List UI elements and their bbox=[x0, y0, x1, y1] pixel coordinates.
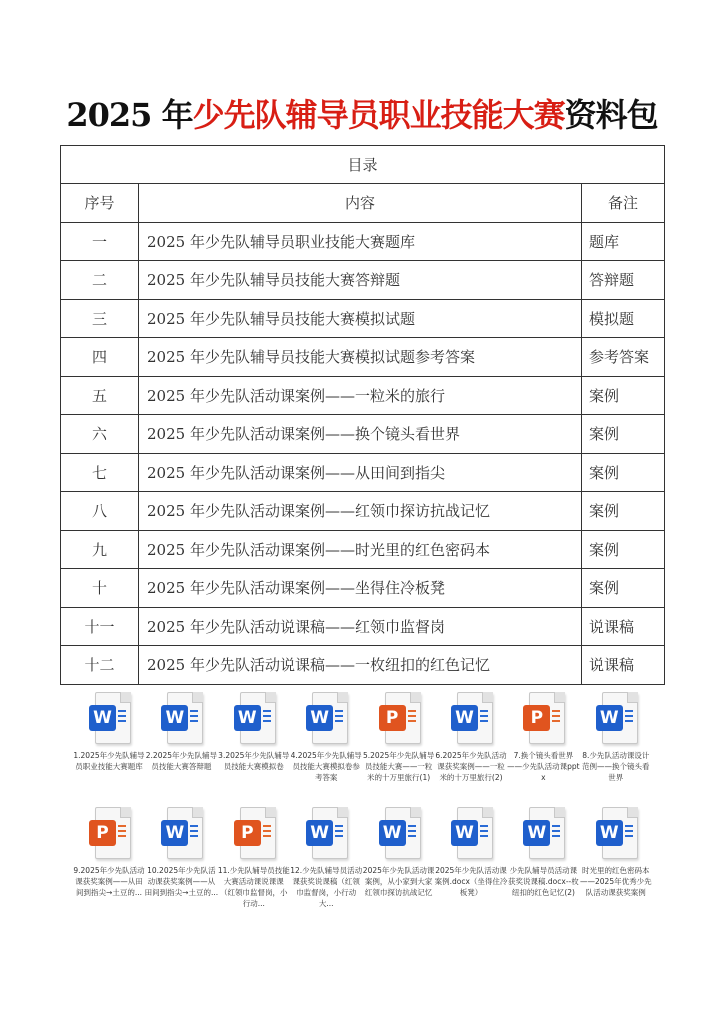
table-row bbox=[61, 376, 665, 415]
table-row bbox=[61, 415, 665, 454]
row-number: 二 bbox=[61, 261, 139, 300]
word-icon bbox=[596, 807, 636, 859]
row-content: 2025 年少先队活动课案例——时光里的红色密码本 bbox=[139, 530, 582, 569]
row-number: 一 bbox=[61, 222, 139, 261]
header-content: 内容 bbox=[139, 184, 582, 223]
page-title bbox=[0, 93, 724, 137]
file-name: 8.少先队活动课设计范例——换个镜头看世界 bbox=[582, 751, 650, 782]
file-name: 2025年少先队活动课案例，从小家到大家红领巾探访抗战记忆 bbox=[362, 866, 435, 897]
file-type-badge: W bbox=[379, 820, 406, 846]
row-note: 案例 bbox=[582, 492, 665, 531]
file-name: 12.少先队辅导员活动课获奖说课稿（红领巾监督岗，小行动大... bbox=[290, 866, 363, 908]
row-note: 案例 bbox=[582, 453, 665, 492]
row-note: 说课稿 bbox=[582, 607, 665, 646]
file-type-badge: P bbox=[89, 820, 116, 846]
header-note: 备注 bbox=[582, 184, 665, 223]
table-row bbox=[61, 646, 665, 685]
toc-table bbox=[60, 145, 665, 685]
file-type-badge: W bbox=[89, 705, 116, 731]
word-icon bbox=[89, 692, 129, 744]
toc-caption: 目录 bbox=[61, 146, 665, 184]
file-name: 5.2025年少先队辅导员技能大赛——一粒米的十万里旅行(1) bbox=[362, 751, 435, 782]
toc-body bbox=[61, 222, 665, 684]
powerpoint-icon bbox=[379, 692, 419, 744]
file-type-badge: W bbox=[523, 820, 550, 846]
row-note: 参考答案 bbox=[582, 338, 665, 377]
file-name: 3.2025年少先队辅导员技能大赛模拟卷 bbox=[218, 751, 290, 771]
powerpoint-icon bbox=[89, 807, 129, 859]
row-note: 案例 bbox=[582, 376, 665, 415]
row-content: 2025 年少先队辅导员技能大赛模拟试题参考答案 bbox=[139, 338, 582, 377]
row-number: 四 bbox=[61, 338, 139, 377]
file-type-badge: W bbox=[451, 705, 478, 731]
table-row bbox=[61, 607, 665, 646]
row-content: 2025 年少先队活动课案例——换个镜头看世界 bbox=[139, 415, 582, 454]
file-type-badge: W bbox=[596, 820, 623, 846]
row-note: 说课稿 bbox=[582, 646, 665, 685]
file-type-badge: P bbox=[523, 705, 550, 731]
file-type-badge: P bbox=[379, 705, 406, 731]
table-row bbox=[61, 299, 665, 338]
header-num: 序号 bbox=[61, 184, 139, 223]
file-name: 时光里的红色密码本——2025年优秀少先队活动课获奖案例 bbox=[580, 866, 652, 897]
file-name: 1.2025年少先队辅导员职业技能大赛题库 bbox=[73, 751, 145, 771]
file-name: 9.2025年少先队活动课获奖案例——从田间到指尖→土豆的... bbox=[73, 866, 145, 897]
file-type-badge: W bbox=[161, 820, 188, 846]
file-name: 11.少先队辅导员技能大赛活动课说课课（红领巾监督岗，小行动... bbox=[217, 866, 290, 908]
file-type-badge: W bbox=[306, 820, 333, 846]
row-number: 五 bbox=[61, 376, 139, 415]
file-type-badge: W bbox=[234, 705, 261, 731]
word-icon bbox=[161, 807, 201, 859]
file-type-badge: W bbox=[161, 705, 188, 731]
file-name: 7.换个镜头看世界——少先队活动课pptx bbox=[507, 751, 580, 782]
word-icon bbox=[161, 692, 201, 744]
word-icon bbox=[523, 807, 563, 859]
file-type-badge: W bbox=[306, 705, 333, 731]
file-type-badge: W bbox=[596, 705, 623, 731]
word-icon bbox=[451, 692, 491, 744]
row-content: 2025 年少先队活动课案例——从田间到指尖 bbox=[139, 453, 582, 492]
powerpoint-icon bbox=[234, 807, 274, 859]
word-icon bbox=[234, 692, 274, 744]
row-note: 案例 bbox=[582, 530, 665, 569]
word-icon bbox=[451, 807, 491, 859]
row-content: 2025 年少先队辅导员职业技能大赛题库 bbox=[139, 222, 582, 261]
row-note: 题库 bbox=[582, 222, 665, 261]
file-name: 10.2025年少先队活动课获奖案例——从田间到指尖→土豆的... bbox=[144, 866, 219, 897]
word-icon bbox=[306, 807, 346, 859]
title-highlight: 少先队辅导员职业技能大赛 bbox=[192, 96, 565, 134]
table-row bbox=[61, 222, 665, 261]
row-number: 九 bbox=[61, 530, 139, 569]
title-year: 2025 年 bbox=[66, 96, 193, 134]
table-row bbox=[61, 453, 665, 492]
row-content: 2025 年少先队辅导员技能大赛答辩题 bbox=[139, 261, 582, 300]
word-icon bbox=[306, 692, 346, 744]
table-row bbox=[61, 492, 665, 531]
file-type-badge: W bbox=[451, 820, 478, 846]
file-name: 2.2025年少先队辅导员技能大赛答辩题 bbox=[145, 751, 218, 771]
row-content: 2025 年少先队活动说课稿——红领巾监督岗 bbox=[139, 607, 582, 646]
row-content: 2025 年少先队活动说课稿——一枚纽扣的红色记忆 bbox=[139, 646, 582, 685]
file-name: 少先队辅导员活动课获奖说课稿.docx--枚纽扣的红色记忆(2) bbox=[508, 866, 579, 897]
row-number: 十一 bbox=[61, 607, 139, 646]
row-note: 模拟题 bbox=[582, 299, 665, 338]
row-number: 六 bbox=[61, 415, 139, 454]
table-row bbox=[61, 530, 665, 569]
row-content: 2025 年少先队活动课案例——坐得住冷板凳 bbox=[139, 569, 582, 608]
row-note: 案例 bbox=[582, 569, 665, 608]
file-name: 6.2025年少先队活动课获奖案例——一粒米的十万里旅行(2) bbox=[435, 751, 507, 782]
file-name: 4.2025年少先队辅导员技能大赛模拟卷参考答案 bbox=[290, 751, 362, 782]
title-suffix: 资料包 bbox=[564, 96, 658, 134]
table-row bbox=[61, 338, 665, 377]
row-content: 2025 年少先队辅导员技能大赛模拟试题 bbox=[139, 299, 582, 338]
word-icon bbox=[379, 807, 419, 859]
row-note: 答辩题 bbox=[582, 261, 665, 300]
word-icon bbox=[596, 692, 636, 744]
table-row bbox=[61, 569, 665, 608]
table-row bbox=[61, 261, 665, 300]
powerpoint-icon bbox=[523, 692, 563, 744]
file-type-badge: P bbox=[234, 820, 261, 846]
row-content: 2025 年少先队活动课案例——红领巾探访抗战记忆 bbox=[139, 492, 582, 531]
row-number: 十二 bbox=[61, 646, 139, 685]
file-name: 2025年少先队活动课案例.docx（坐得住冷板凳） bbox=[434, 866, 508, 897]
row-note: 案例 bbox=[582, 415, 665, 454]
row-number: 七 bbox=[61, 453, 139, 492]
row-number: 三 bbox=[61, 299, 139, 338]
row-number: 十 bbox=[61, 569, 139, 608]
row-content: 2025 年少先队活动课案例——一粒米的旅行 bbox=[139, 376, 582, 415]
row-number: 八 bbox=[61, 492, 139, 531]
